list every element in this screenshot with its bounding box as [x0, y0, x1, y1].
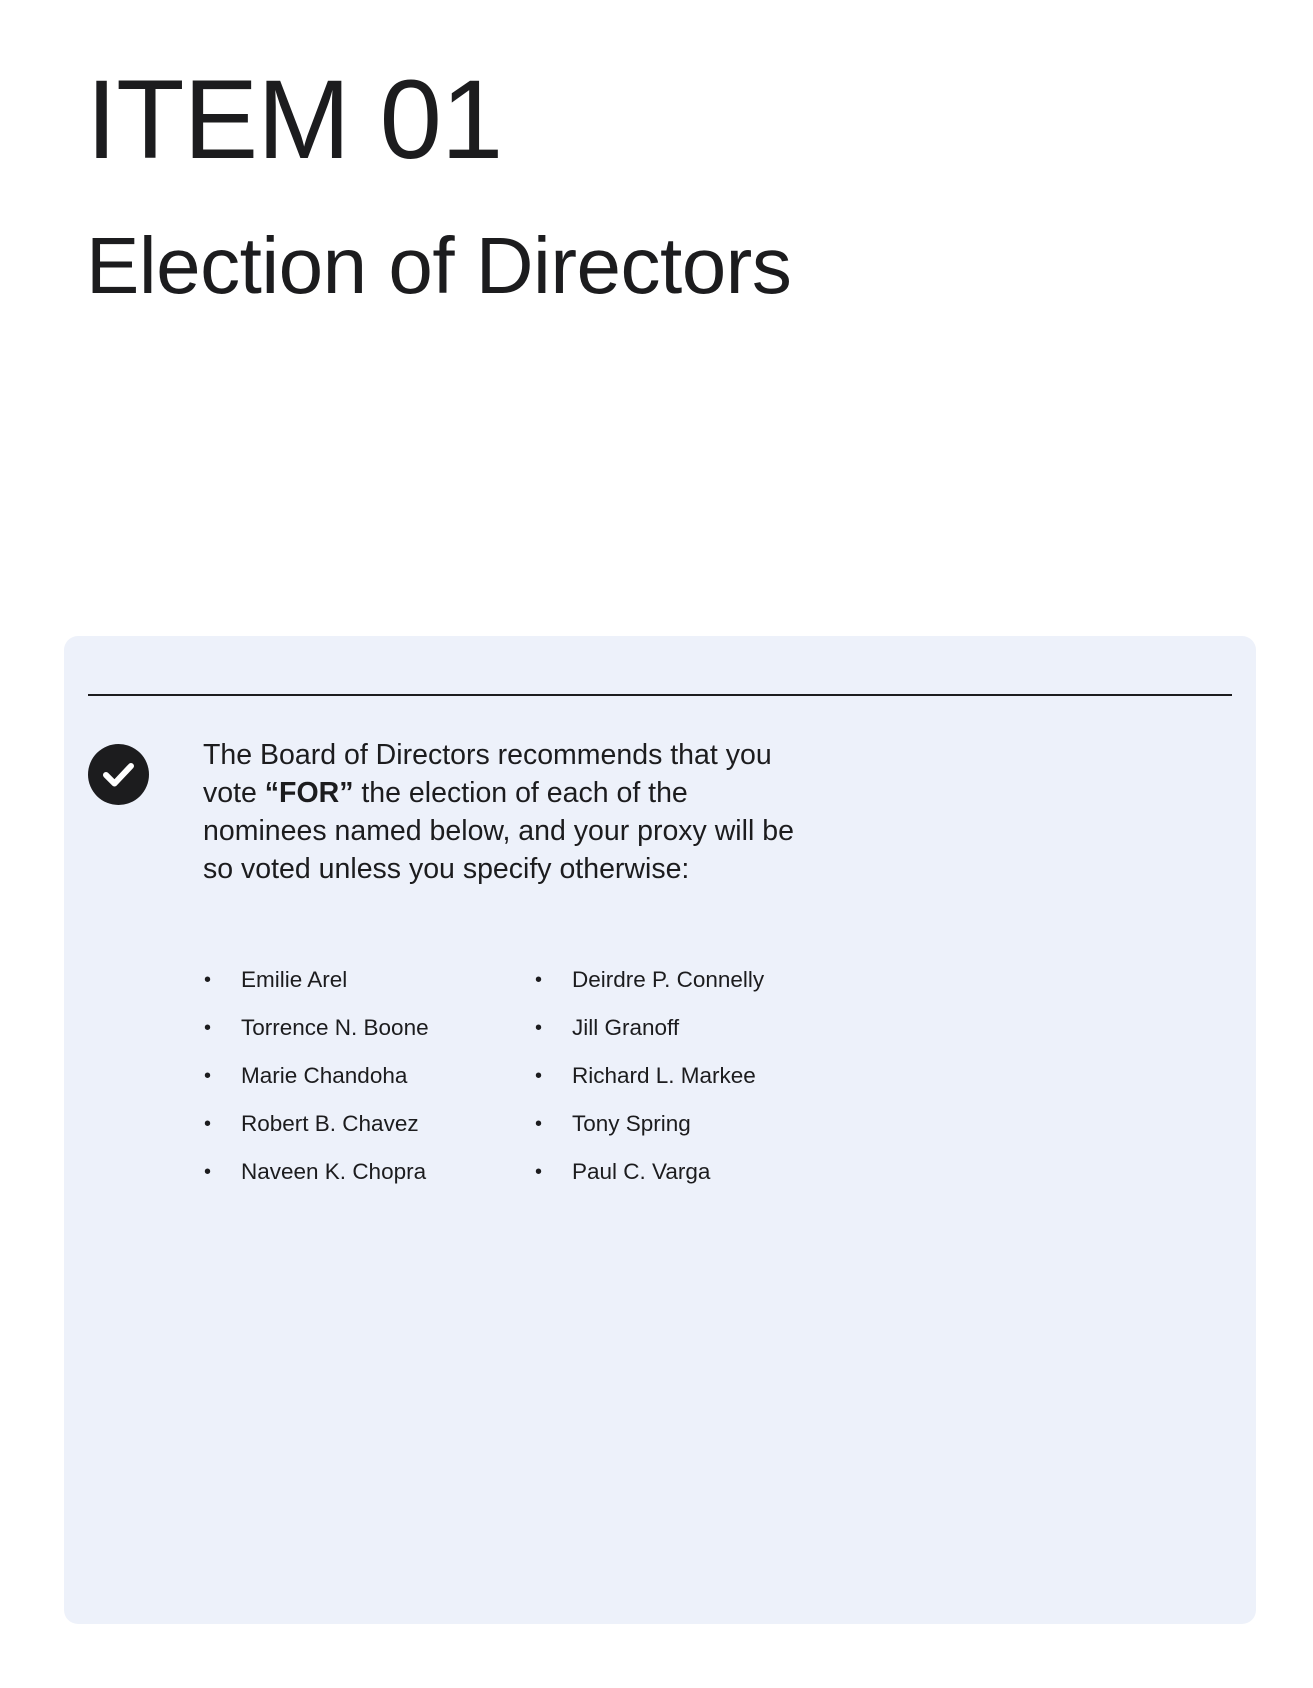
bullet-icon: • — [535, 1161, 543, 1183]
checkmark-circle-icon — [88, 744, 149, 805]
page-title: Election of Directors — [86, 221, 792, 310]
bullet-icon: • — [204, 1113, 212, 1135]
nominee-name: Robert B. Chavez — [241, 1111, 419, 1136]
bullet-icon: • — [204, 969, 212, 991]
recommendation-text-before: The Board of Directors recommends that you vote — [203, 739, 772, 809]
bullet-icon: • — [204, 1017, 212, 1039]
nominee-list-column-2 — [534, 956, 764, 1196]
list-item — [534, 1148, 764, 1196]
nominee-name: Naveen K. Chopra — [241, 1159, 427, 1184]
nominee-name: Torrence N. Boone — [241, 1015, 429, 1040]
recommendation-panel — [64, 636, 1256, 1624]
nominee-name: Emilie Arel — [241, 967, 348, 992]
item-number: ITEM 01 — [86, 57, 503, 182]
recommendation-emphasis: “FOR” — [264, 777, 354, 809]
bullet-icon: • — [535, 1017, 543, 1039]
bullet-icon: • — [535, 1113, 543, 1135]
list-item — [203, 956, 429, 1004]
list-item — [203, 1004, 429, 1052]
nominee-name: Deirdre P. Connelly — [572, 967, 765, 992]
nominee-name: Paul C. Varga — [572, 1159, 711, 1184]
recommendation-text — [203, 736, 803, 888]
list-item — [203, 1052, 429, 1100]
list-item — [203, 1100, 429, 1148]
bullet-icon: • — [204, 1065, 212, 1087]
nominee-name: Marie Chandoha — [241, 1063, 408, 1088]
nominee-name: Tony Spring — [572, 1111, 691, 1136]
divider — [88, 694, 1232, 696]
nominee-name: Jill Granoff — [572, 1015, 680, 1040]
list-item — [534, 956, 764, 1004]
recommendation-text-after: the election of each of the nominees named below, and your proxy will be so voted unless you specify otherwise: — [203, 777, 794, 885]
bullet-icon: • — [204, 1161, 212, 1183]
nominee-list-column-1 — [203, 956, 429, 1196]
bullet-icon: • — [535, 969, 543, 991]
bullet-icon: • — [535, 1065, 543, 1087]
nominee-name: Richard L. Markee — [572, 1063, 756, 1088]
list-item — [534, 1100, 764, 1148]
list-item — [203, 1148, 429, 1196]
list-item — [534, 1052, 764, 1100]
list-item — [534, 1004, 764, 1052]
